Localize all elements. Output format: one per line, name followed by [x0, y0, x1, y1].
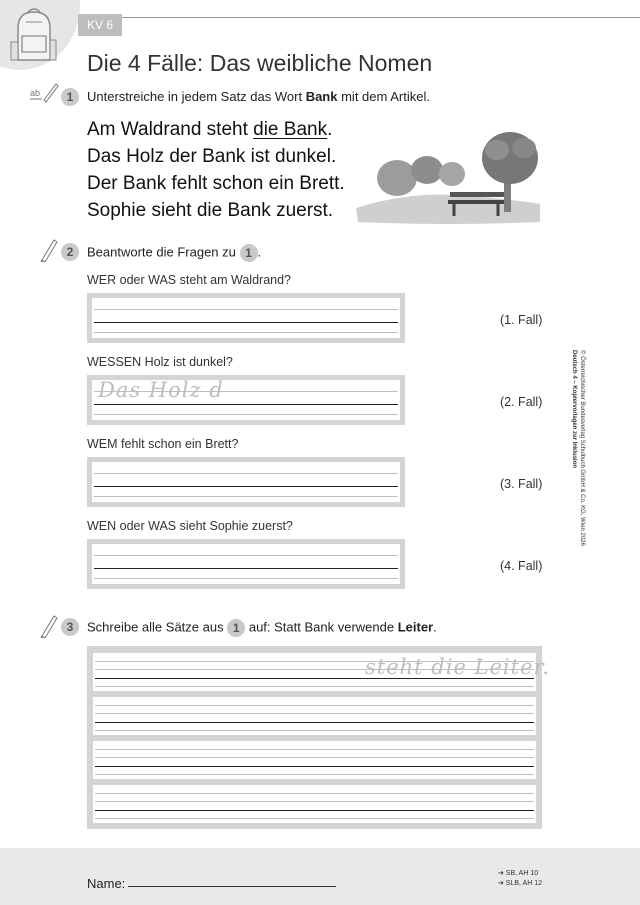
guide-line	[94, 496, 398, 497]
kv-label: KV 6	[78, 14, 122, 36]
page-reference: ➔ SB, AH 10	[498, 870, 539, 877]
underline-pencil-icon	[28, 80, 60, 104]
page-title: Die 4 Fälle: Das weibliche Nomen	[87, 50, 433, 76]
task-number-1: 1	[61, 88, 79, 106]
case-label-3: (3. Fall)	[500, 477, 543, 491]
sentence	[87, 116, 345, 143]
copyright-notice	[570, 350, 586, 550]
guide-line	[94, 578, 398, 579]
sentence-end: .	[327, 119, 333, 140]
base-line	[94, 568, 398, 569]
task3-instruction	[87, 619, 437, 637]
case-label-2: (2. Fall)	[500, 395, 543, 409]
base-line	[94, 404, 398, 405]
task1-instruction	[87, 89, 430, 104]
question-3: WEM fehlt schon ein Brett?	[87, 437, 239, 451]
base-line	[95, 810, 534, 811]
task3-instruction-text: Schreibe alle Sätze aus	[87, 619, 224, 635]
book-title-line: Deutsch 4 – Kopiervorlagen zur Inklusion	[571, 350, 577, 469]
case-label-1: (1. Fall)	[500, 313, 543, 327]
task-reference-badge: 1	[240, 244, 258, 262]
task-reference-badge: 1	[227, 619, 245, 637]
example-handwriting: steht die Leiter.	[365, 655, 550, 679]
sentence: Der Bank fehlt schon ein Brett.	[87, 173, 345, 194]
task1-instruction-text: Unterstreiche in jedem Satz das Wort	[87, 89, 306, 104]
sentence-text: Am Waldrand steht	[87, 119, 254, 140]
answer-field-3[interactable]	[87, 457, 405, 507]
base-line	[95, 722, 534, 723]
case-label-4: (4. Fall)	[500, 559, 543, 573]
writing-row[interactable]	[93, 785, 536, 823]
answer-field-4[interactable]	[87, 539, 405, 589]
writing-row[interactable]	[93, 741, 536, 779]
answer-field-2[interactable]	[87, 375, 405, 425]
task1-instruction-end: mit dem Artikel.	[337, 89, 430, 104]
guide-line	[94, 414, 398, 415]
name-label: Name:	[87, 876, 126, 891]
name-field[interactable]	[128, 886, 336, 887]
task2-instruction	[87, 244, 261, 262]
pencil-icon	[38, 236, 58, 262]
base-line	[94, 486, 398, 487]
page-reference: ➔ SLB, AH 12	[498, 880, 542, 887]
example-handwriting: Das Holz d	[98, 378, 224, 402]
guide-line	[95, 774, 534, 775]
task2-instruction-end: .	[257, 244, 262, 260]
guide-line	[94, 473, 398, 474]
sentence-list	[87, 116, 345, 224]
task3-instruction-end: .	[433, 619, 437, 635]
writing-row[interactable]	[93, 653, 550, 691]
guide-line	[95, 730, 534, 731]
answer-field-1[interactable]	[87, 293, 405, 343]
base-line	[94, 322, 398, 323]
guide-line	[95, 801, 534, 802]
edit-icon-label: ab	[30, 88, 41, 98]
guide-line	[95, 793, 534, 794]
answer-lines	[92, 462, 400, 502]
answer-lines	[92, 544, 400, 584]
guide-line	[95, 705, 534, 706]
question-1: WER oder WAS steht am Waldrand?	[87, 273, 292, 287]
guide-line	[95, 713, 534, 714]
guide-line	[95, 686, 534, 687]
task3-instruction-mid: auf: Statt Bank verwende	[248, 619, 398, 635]
task2-instruction-text: Beantworte die Fragen zu	[87, 244, 236, 260]
guide-line	[94, 555, 398, 556]
question-4: WEN oder WAS sieht Sophie zuerst?	[87, 519, 293, 533]
guide-line	[95, 818, 534, 819]
sentence: Das Holz der Bank ist dunkel.	[87, 146, 337, 167]
guide-line	[95, 757, 534, 758]
underlined-article-noun: die Bank	[253, 119, 328, 140]
copyright-line: © Österreichischer Bundesverlag Schulbuch GmbH & Co. KG, Wien 2026	[579, 350, 585, 546]
writing-row[interactable]	[93, 697, 536, 735]
task-number-3: 3	[61, 618, 79, 636]
base-line	[95, 766, 534, 767]
sentence: Sophie sieht die Bank zuerst.	[87, 200, 334, 221]
header-rule	[122, 17, 640, 18]
guide-line	[95, 749, 534, 750]
backpack-icon	[8, 6, 64, 64]
park-bench-illustration	[352, 130, 542, 228]
task1-instruction-keyword: Bank	[305, 89, 338, 104]
answer-lines	[92, 380, 400, 420]
task3-instruction-keyword: Leiter	[397, 619, 434, 635]
task-number-2: 2	[61, 243, 79, 261]
writing-area	[87, 646, 550, 829]
guide-line	[94, 309, 398, 310]
pencil-icon	[38, 612, 58, 638]
guide-line	[94, 332, 398, 333]
question-2: WESSEN Holz ist dunkel?	[87, 355, 233, 369]
answer-lines	[92, 298, 400, 338]
page-references	[498, 869, 542, 889]
